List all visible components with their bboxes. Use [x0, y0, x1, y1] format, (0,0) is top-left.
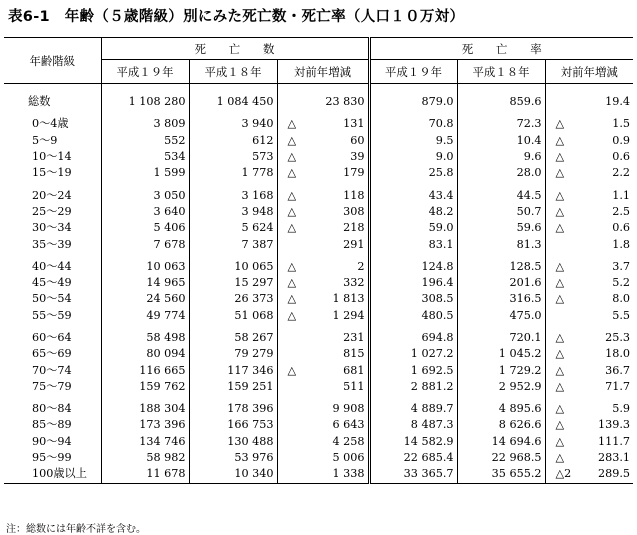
decrease-mark: △: [555, 221, 565, 235]
deaths-h19-cell: 24 560: [101, 291, 189, 307]
deaths-h18-cell: 79 279: [189, 346, 277, 362]
decrease-mark: △: [555, 402, 565, 416]
rate-h19-cell: 2 881.2: [369, 379, 457, 395]
deaths-diff-value: 39: [350, 150, 365, 164]
deaths-diff-cell: [277, 330, 369, 346]
deaths-h19-cell: 14 965: [101, 275, 189, 291]
rate-h18-cell: 59.6: [457, 220, 545, 236]
rate-h19-cell: 124.8: [369, 259, 457, 275]
rate-diff-cell: [545, 116, 633, 132]
deaths-h19-cell: 58 982: [101, 450, 189, 466]
age-cell: 10～14: [32, 150, 72, 164]
rate-h18-cell: 720.1: [457, 330, 545, 346]
decrease-mark: △: [555, 259, 565, 273]
rate-h18-cell: 475.0: [457, 308, 545, 324]
rate-h19-cell: 1 692.5: [369, 362, 457, 378]
rate-diff-value: 5.5: [612, 308, 631, 322]
decrease-mark: △: [287, 204, 297, 218]
deaths-diff-cell: [277, 291, 369, 307]
rate-h19-cell: 83.1: [369, 236, 457, 252]
deaths-diff-value: 5 006: [332, 451, 365, 465]
table-row: [4, 133, 633, 149]
deaths-h18-cell: 58 267: [189, 330, 277, 346]
rate-diff-cell: [545, 362, 633, 378]
deaths-diff-header: 対前年増減: [277, 60, 369, 84]
rate-diff-value: 111.7: [597, 434, 631, 448]
age-cell: 5～9: [32, 133, 58, 147]
deaths-h19-cell: 1 108 280: [101, 94, 189, 110]
rate-diff-value: 71.7: [605, 379, 631, 393]
rate-diff-value: 1.5: [612, 117, 631, 131]
rate-h18-cell: 35 655.2: [457, 466, 545, 483]
rate-h18-cell: 9.6: [457, 149, 545, 165]
decrease-mark: △: [287, 188, 297, 202]
deaths-h18-cell: 51 068: [189, 308, 277, 324]
deaths-h18-cell: 612: [189, 133, 277, 149]
rate-h19-cell: 196.4: [369, 275, 457, 291]
deaths-h19-cell: 159 762: [101, 379, 189, 395]
rate-diff-value: 5.2: [612, 276, 631, 290]
age-cell: 35～39: [32, 237, 72, 251]
rate-diff-cell: [545, 417, 633, 433]
table-row: [4, 450, 633, 466]
decrease-mark: △: [287, 363, 297, 377]
table-row: [4, 204, 633, 220]
rate-diff-cell: [545, 187, 633, 203]
table-row: [4, 149, 633, 165]
decrease-mark: △: [287, 221, 297, 235]
deaths-diff-value: 23 830: [325, 95, 365, 109]
rate-h18-cell: 14 694.6: [457, 434, 545, 450]
deaths-diff-value: 218: [343, 221, 365, 235]
rate-diff-cell: [545, 220, 633, 236]
deaths-h19-cell: 188 304: [101, 401, 189, 417]
deaths-diff-cell: [277, 308, 369, 324]
deaths-diff-cell: [277, 401, 369, 417]
rate-h19-header: 平成１９年: [369, 60, 457, 84]
decrease-mark: △: [555, 276, 565, 290]
deaths-h18-cell: 159 251: [189, 379, 277, 395]
age-cell: 40～44: [32, 259, 72, 273]
deaths-h18-cell: 1 778: [189, 165, 277, 181]
table-row: [4, 401, 633, 417]
decrease-mark: △: [555, 418, 565, 432]
deaths-h18-cell: 10 340: [189, 466, 277, 483]
rate-diff-value: 0.9: [612, 133, 631, 147]
decrease-mark: △: [555, 363, 565, 377]
rate-diff-cell: [545, 149, 633, 165]
deaths-diff-value: 131: [343, 117, 365, 131]
deaths-diff-cell: [277, 450, 369, 466]
table-row: [4, 165, 633, 181]
rate-h19-cell: 59.0: [369, 220, 457, 236]
decrease-mark: △: [287, 166, 297, 180]
rate-diff-cell: [545, 236, 633, 252]
age-cell: 90～94: [32, 434, 72, 448]
rate-diff-value: 25.3: [605, 331, 631, 344]
deaths-h18-cell: 3 948: [189, 204, 277, 220]
rate-h19-cell: 694.8: [369, 330, 457, 346]
age-cell: 総数: [28, 95, 51, 109]
deaths-diff-value: 2: [357, 259, 365, 273]
deaths-diff-value: 118: [343, 188, 365, 202]
deaths-h19-cell: 173 396: [101, 417, 189, 433]
rate-diff-cell: [545, 259, 633, 275]
rate-diff-value: 8.0: [612, 292, 631, 306]
rate-diff-value: 18.0: [605, 347, 631, 361]
rate-h19-cell: 4 889.7: [369, 401, 457, 417]
rate-h19-cell: 480.5: [369, 308, 457, 324]
rate-h19-cell: 22 685.4: [369, 450, 457, 466]
rate-diff-cell: [545, 308, 633, 324]
table-row: [4, 94, 633, 110]
rate-diff-cell: [545, 434, 633, 450]
rate-diff-value: 0.6: [612, 221, 631, 235]
deaths-diff-cell: [277, 346, 369, 362]
deaths-h19-cell: 1 599: [101, 165, 189, 181]
table-row: [4, 275, 633, 291]
rate-diff-value: 36.7: [605, 363, 631, 377]
deaths-diff-value: 815: [343, 347, 365, 361]
deaths-h18-cell: 3 168: [189, 187, 277, 203]
decrease-mark: △: [555, 166, 565, 180]
rate-h19-cell: 9.0: [369, 149, 457, 165]
deaths-diff-value: 60: [350, 133, 365, 147]
rate-h18-cell: 316.5: [457, 291, 545, 307]
deaths-diff-cell: [277, 275, 369, 291]
decrease-mark: △: [287, 292, 297, 306]
age-cell: 65～69: [32, 347, 72, 361]
rate-h19-cell: 8 487.3: [369, 417, 457, 433]
deaths-h18-cell: 5 624: [189, 220, 277, 236]
deaths-diff-cell: [277, 165, 369, 181]
deaths-diff-value: 4 258: [332, 434, 365, 448]
table-row: [4, 236, 633, 252]
rate-h19-cell: 879.0: [369, 94, 457, 110]
deaths-diff-cell: [277, 187, 369, 203]
rate-diff-cell: [545, 450, 633, 466]
table-row: [4, 220, 633, 236]
decrease-mark: △: [555, 331, 565, 344]
decrease-mark: △: [287, 259, 297, 273]
rate-h19-cell: 1 027.2: [369, 346, 457, 362]
deaths-h18-cell: 573: [189, 149, 277, 165]
rate-h19-cell: 308.5: [369, 291, 457, 307]
age-cell: 85～89: [32, 418, 72, 432]
rate-diff-cell: [545, 346, 633, 362]
deaths-diff-value: 9 908: [332, 402, 365, 416]
table-row: [4, 187, 633, 203]
decrease-mark: △: [555, 204, 565, 218]
deaths-diff-cell: [277, 94, 369, 110]
deaths-h18-cell: 130 488: [189, 434, 277, 450]
decrease-mark: △: [555, 117, 565, 131]
age-cell: 80～84: [32, 402, 72, 416]
deaths-h18-cell: 178 396: [189, 401, 277, 417]
table-row: [4, 308, 633, 324]
deaths-diff-value: 1 294: [332, 308, 365, 322]
rate-h19-cell: 48.2: [369, 204, 457, 220]
table-row: [4, 116, 633, 132]
deaths-h19-cell: 134 746: [101, 434, 189, 450]
rate-h18-cell: 72.3: [457, 116, 545, 132]
deaths-h19-cell: 11 678: [101, 466, 189, 483]
decrease-mark: △: [287, 133, 297, 147]
rate-h19-cell: 43.4: [369, 187, 457, 203]
decrease-mark: △: [287, 308, 297, 322]
deaths-h18-cell: 53 976: [189, 450, 277, 466]
age-cell: 100歳以上: [4, 466, 101, 483]
deaths-diff-value: 332: [343, 276, 365, 290]
deaths-h19-cell: 3 640: [101, 204, 189, 220]
age-cell: 75～79: [32, 379, 72, 393]
deaths-h18-cell: 7 387: [189, 236, 277, 252]
rate-h18-cell: 44.5: [457, 187, 545, 203]
deaths-diff-cell: [277, 220, 369, 236]
rate-group-header: 死 亡 率: [369, 38, 633, 60]
deaths-h19-cell: 3 809: [101, 116, 189, 132]
decrease-mark: △: [555, 434, 565, 448]
rate-h18-cell: 201.6: [457, 275, 545, 291]
deaths-h18-cell: 26 373: [189, 291, 277, 307]
rate-h18-cell: 1 045.2: [457, 346, 545, 362]
deaths-h18-cell: 117 346: [189, 362, 277, 378]
rate-h18-cell: 22 968.5: [457, 450, 545, 466]
table-row: [4, 259, 633, 275]
table-row: [4, 417, 633, 433]
rate-diff-value: 289.5: [597, 467, 631, 481]
rate-h19-cell: 33 365.7: [369, 466, 457, 483]
decrease-mark: △2: [555, 467, 572, 481]
rate-diff-value: 1.8: [612, 237, 631, 251]
decrease-mark: △: [555, 379, 565, 393]
table-row: [4, 362, 633, 378]
deaths-group-header: 死 亡 数: [101, 38, 369, 60]
decrease-mark: △: [287, 117, 297, 131]
rate-h18-cell: 2 952.9: [457, 379, 545, 395]
deaths-diff-cell: [277, 204, 369, 220]
deaths-h18-cell: 10 065: [189, 259, 277, 275]
table-row: [4, 291, 633, 307]
rate-h19-cell: 70.8: [369, 116, 457, 132]
decrease-mark: △: [555, 347, 565, 361]
table-row: [4, 466, 633, 483]
decrease-mark: △: [555, 188, 565, 202]
deaths-h19-cell: 10 063: [101, 259, 189, 275]
rate-h18-cell: 10.4: [457, 133, 545, 149]
rate-diff-cell: [545, 165, 633, 181]
footnote: 注：総数には年齢不詳を含む。: [6, 524, 146, 535]
rate-diff-cell: [545, 275, 633, 291]
rate-diff-value: 19.4: [605, 95, 631, 109]
age-cell: 55～59: [32, 308, 72, 322]
rate-diff-value: 2.5: [612, 204, 631, 218]
age-class-header: 年齢階級: [4, 38, 101, 84]
deaths-diff-cell: [277, 133, 369, 149]
rate-h18-cell: 128.5: [457, 259, 545, 275]
rate-diff-cell: [545, 379, 633, 395]
deaths-h19-cell: 534: [101, 149, 189, 165]
deaths-diff-cell: [277, 379, 369, 395]
deaths-diff-value: 308: [343, 204, 365, 218]
deaths-h18-header: 平成１８年: [189, 60, 277, 84]
rate-diff-cell: [545, 94, 633, 110]
deaths-diff-value: 1 338: [332, 467, 365, 481]
age-cell: 60～64: [32, 331, 72, 344]
deaths-diff-cell: [277, 417, 369, 433]
table-title: 表6-1 年齢（５歳階級）別にみた死亡数・死亡率（人口１０万対）: [8, 9, 465, 25]
table-row: [4, 330, 633, 346]
deaths-h19-cell: 49 774: [101, 308, 189, 324]
decrease-mark: △: [555, 292, 565, 306]
rate-h18-cell: 1 729.2: [457, 362, 545, 378]
rate-diff-cell: [545, 330, 633, 346]
rate-diff-cell: [545, 466, 633, 483]
rate-h19-cell: 14 582.9: [369, 434, 457, 450]
age-cell: 45～49: [32, 276, 72, 290]
deaths-diff-value: 6 643: [332, 418, 365, 432]
age-cell: 0～4歳: [32, 117, 69, 131]
rate-diff-value: 283.1: [597, 451, 631, 465]
age-cell: 70～74: [32, 363, 72, 377]
deaths-h18-cell: 3 940: [189, 116, 277, 132]
decrease-mark: △: [287, 276, 297, 290]
age-cell: 50～54: [32, 292, 72, 306]
deaths-h19-cell: 7 678: [101, 236, 189, 252]
deaths-diff-value: 511: [343, 379, 365, 393]
rate-diff-cell: [545, 291, 633, 307]
rate-h18-cell: 50.7: [457, 204, 545, 220]
rate-h19-cell: 25.8: [369, 165, 457, 181]
deaths-diff-cell: [277, 259, 369, 275]
deaths-h18-cell: 166 753: [189, 417, 277, 433]
decrease-mark: △: [555, 451, 565, 465]
age-cell: 95～99: [32, 451, 72, 465]
deaths-h19-cell: 116 665: [101, 362, 189, 378]
deaths-diff-cell: [277, 362, 369, 378]
rate-h18-cell: 859.6: [457, 94, 545, 110]
rate-h18-cell: 4 895.6: [457, 401, 545, 417]
deaths-diff-value: 291: [343, 237, 365, 251]
deaths-h19-cell: 58 498: [101, 330, 189, 346]
deaths-diff-cell: [277, 236, 369, 252]
age-cell: 15～19: [32, 166, 72, 180]
deaths-h19-header: 平成１９年: [101, 60, 189, 84]
decrease-mark: △: [555, 150, 565, 164]
rate-diff-value: 5.9: [612, 402, 631, 416]
rate-diff-cell: [545, 401, 633, 417]
rate-diff-value: 3.7: [612, 259, 631, 273]
rate-diff-value: 139.3: [597, 418, 631, 432]
rate-diff-cell: [545, 133, 633, 149]
deaths-diff-cell: [277, 149, 369, 165]
deaths-h18-cell: 1 084 450: [189, 94, 277, 110]
age-cell: 25～29: [32, 204, 72, 218]
deaths-h19-cell: 5 406: [101, 220, 189, 236]
deaths-diff-value: 681: [343, 363, 365, 377]
rate-diff-cell: [545, 204, 633, 220]
table-row: [4, 434, 633, 450]
deaths-diff-value: 179: [343, 166, 365, 180]
deaths-diff-cell: [277, 466, 369, 483]
rate-diff-value: 2.2: [612, 166, 631, 180]
deaths-h19-cell: 3 050: [101, 187, 189, 203]
rate-diff-value: 0.6: [612, 150, 631, 164]
deaths-diff-cell: [277, 116, 369, 132]
deaths-table: [4, 37, 633, 484]
deaths-diff-value: 1 813: [332, 292, 365, 306]
deaths-h18-cell: 15 297: [189, 275, 277, 291]
deaths-h19-cell: 80 094: [101, 346, 189, 362]
rate-h18-cell: 81.3: [457, 236, 545, 252]
table-row: [4, 346, 633, 362]
rate-diff-header: 対前年増減: [545, 60, 633, 84]
age-cell: 20～24: [32, 188, 72, 202]
decrease-mark: △: [287, 150, 297, 164]
table-row: [4, 379, 633, 395]
deaths-diff-cell: [277, 434, 369, 450]
rate-diff-value: 1.1: [612, 188, 631, 202]
rate-h18-header: 平成１８年: [457, 60, 545, 84]
decrease-mark: △: [555, 133, 565, 147]
rate-h18-cell: 8 626.6: [457, 417, 545, 433]
deaths-diff-value: 231: [343, 331, 365, 344]
rate-h18-cell: 28.0: [457, 165, 545, 181]
deaths-h19-cell: 552: [101, 133, 189, 149]
age-cell: 30～34: [32, 221, 72, 235]
rate-h19-cell: 9.5: [369, 133, 457, 149]
